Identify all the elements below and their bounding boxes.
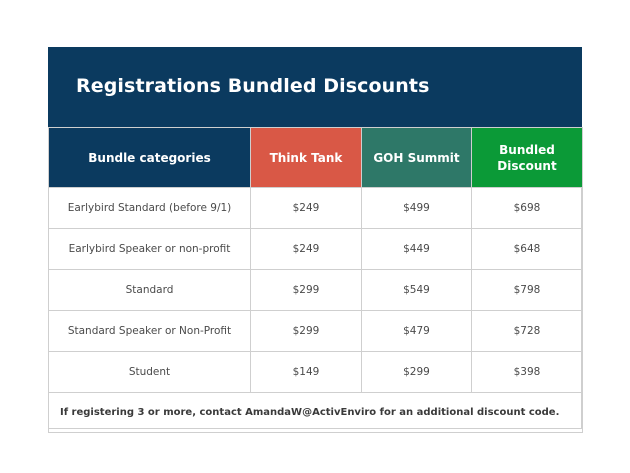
table-row bbox=[49, 352, 583, 393]
cell-category: Standard bbox=[49, 270, 251, 311]
footnote-text: If registering 3 or more, contact AmandaW@ActivEnviro for an additional discount code. bbox=[49, 393, 583, 433]
table-header-row bbox=[49, 128, 583, 188]
table-row bbox=[49, 229, 583, 270]
table-row bbox=[49, 270, 583, 311]
header-bundle-categories: Bundle categories bbox=[49, 128, 251, 188]
footnote-row bbox=[49, 393, 583, 433]
header-goh-summit: GOH Summit bbox=[362, 128, 472, 188]
header-bundled-discount: Bundled Discount bbox=[472, 128, 583, 188]
cell-goh-summit: $479 bbox=[362, 311, 472, 352]
cell-goh-summit: $449 bbox=[362, 229, 472, 270]
cell-think-tank: $149 bbox=[251, 352, 362, 393]
cell-bundled-discount: $648 bbox=[472, 229, 583, 270]
cell-goh-summit: $549 bbox=[362, 270, 472, 311]
cell-bundled-discount: $728 bbox=[472, 311, 583, 352]
cell-think-tank: $299 bbox=[251, 311, 362, 352]
cell-bundled-discount: $798 bbox=[472, 270, 583, 311]
page-title: Registrations Bundled Discounts bbox=[76, 75, 430, 97]
cell-category: Student bbox=[49, 352, 251, 393]
cell-category: Earlybird Speaker or non-profit bbox=[49, 229, 251, 270]
table-row bbox=[49, 311, 583, 352]
title-bar bbox=[48, 47, 582, 127]
pricing-table bbox=[48, 127, 583, 433]
cell-category: Earlybird Standard (before 9/1) bbox=[49, 188, 251, 229]
cell-goh-summit: $299 bbox=[362, 352, 472, 393]
cell-think-tank: $249 bbox=[251, 188, 362, 229]
cell-think-tank: $249 bbox=[251, 229, 362, 270]
header-think-tank: Think Tank bbox=[251, 128, 362, 188]
cell-goh-summit: $499 bbox=[362, 188, 472, 229]
cell-category: Standard Speaker or Non-Profit bbox=[49, 311, 251, 352]
table-row bbox=[49, 188, 583, 229]
cell-think-tank: $299 bbox=[251, 270, 362, 311]
cell-bundled-discount: $698 bbox=[472, 188, 583, 229]
discount-card bbox=[48, 47, 582, 429]
cell-bundled-discount: $398 bbox=[472, 352, 583, 393]
